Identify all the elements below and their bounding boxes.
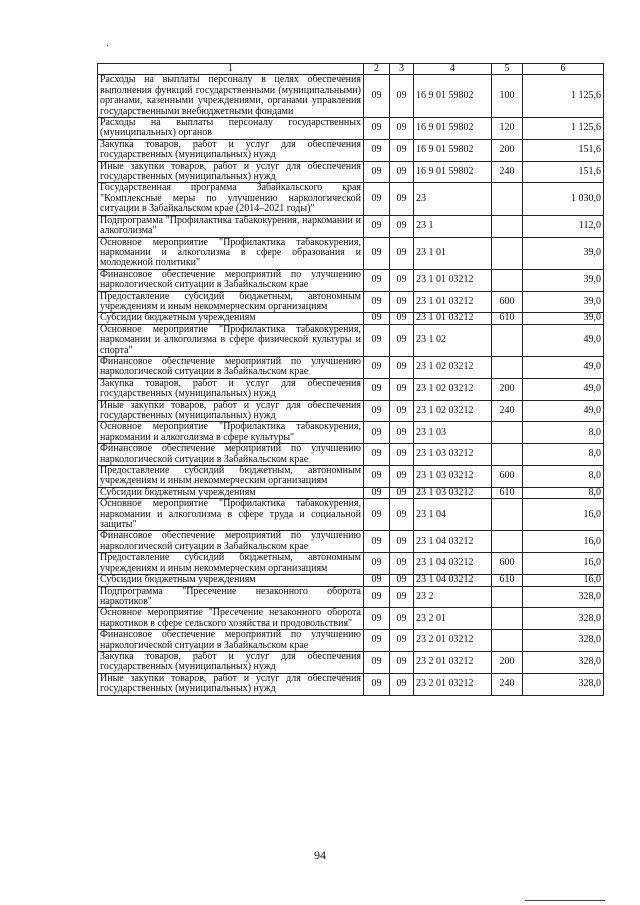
table-row (98, 324, 604, 356)
row-subsection-cell: 09 (390, 499, 414, 531)
row-subsection-cell: 09 (390, 673, 414, 695)
row-amount-cell: 8,0 (523, 466, 604, 488)
row-target-article-cell: 23 2 01 03212 (414, 630, 492, 652)
row-subsection-cell: 09 (390, 183, 414, 215)
row-subsection-cell: 09 (390, 313, 414, 324)
row-section-cell: 09 (364, 608, 390, 630)
row-subsection-cell: 09 (390, 356, 414, 378)
header-col-5: 5 (492, 64, 523, 75)
row-subsection-cell: 09 (390, 422, 414, 444)
row-target-article-cell: 23 2 01 (414, 608, 492, 630)
row-amount-cell: 328,0 (523, 673, 604, 695)
page-number: 94 (314, 848, 326, 862)
table-row (98, 651, 604, 673)
header-col-4: 4 (414, 64, 492, 75)
row-expense-type-cell: 100 (492, 75, 523, 118)
row-section-cell: 09 (364, 673, 390, 695)
row-subsection-cell: 09 (390, 630, 414, 652)
row-section-cell: 09 (364, 313, 390, 324)
row-target-article-cell: 23 (414, 183, 492, 215)
row-amount-cell: 328,0 (523, 630, 604, 652)
row-expense-type-cell: 600 (492, 291, 523, 313)
row-name-cell: Субсидии бюджетным учреждениям (98, 487, 364, 498)
row-section-cell: 09 (364, 118, 390, 140)
row-section-cell: 09 (364, 378, 390, 400)
row-subsection-cell: 09 (390, 237, 414, 269)
row-name-cell: Субсидии бюджетным учреждениям (98, 575, 364, 586)
row-expense-type-cell: 120 (492, 118, 523, 140)
row-expense-type-cell (492, 608, 523, 630)
row-amount-cell: 16,0 (523, 553, 604, 575)
row-name-cell: Субсидии бюджетным учреждениям (98, 313, 364, 324)
row-subsection-cell: 09 (390, 444, 414, 466)
row-name-cell: Иные закупки товаров, работ и услуг для обеспечения государственных (муниципальных) нужд (98, 673, 364, 695)
row-name-cell: Расходы на выплаты персоналу государственных (муниципальных) органов (98, 118, 364, 140)
table-row (98, 444, 604, 466)
table-row (98, 630, 604, 652)
table-row (98, 575, 604, 586)
row-expense-type-cell (492, 324, 523, 356)
row-target-article-cell: 16 9 01 59802 (414, 139, 492, 161)
table-row (98, 291, 604, 313)
row-expense-type-cell: 240 (492, 400, 523, 422)
row-subsection-cell: 09 (390, 400, 414, 422)
row-name-cell: Основное мероприятие "Профилактика табакокурения, наркомании и алкоголизма в сфере физической культуры и спорта" (98, 324, 364, 356)
row-name-cell: Закупка товаров, работ и услуг для обеспечения государственных (муниципальных) нужд (98, 378, 364, 400)
table-row (98, 237, 604, 269)
row-expense-type-cell: 200 (492, 378, 523, 400)
row-target-article-cell: 23 1 04 03212 (414, 575, 492, 586)
row-section-cell: 09 (364, 651, 390, 673)
row-name-cell: Финансовое обеспечение мероприятий по улучшению наркологической ситуации в Забайкальском крае (98, 356, 364, 378)
table-row (98, 531, 604, 553)
row-subsection-cell: 09 (390, 553, 414, 575)
row-expense-type-cell (492, 499, 523, 531)
row-subsection-cell: 09 (390, 269, 414, 291)
row-amount-cell: 8,0 (523, 422, 604, 444)
row-section-cell: 09 (364, 531, 390, 553)
scan-speck (107, 45, 108, 46)
row-target-article-cell: 16 9 01 59802 (414, 75, 492, 118)
row-amount-cell: 49,0 (523, 324, 604, 356)
row-section-cell: 09 (364, 499, 390, 531)
row-amount-cell: 1 030,0 (523, 183, 604, 215)
row-amount-cell: 16,0 (523, 531, 604, 553)
row-section-cell: 09 (364, 75, 390, 118)
row-expense-type-cell (492, 215, 523, 237)
row-section-cell: 09 (364, 444, 390, 466)
row-name-cell: Основное мероприятие "Пресечение незаконного оборота наркотиков в сфере сельского хозяйства и продовольствия" (98, 608, 364, 630)
row-target-article-cell: 23 1 02 03212 (414, 400, 492, 422)
row-name-cell: Основное мероприятие "Профилактика табакокурения, наркомании и алкоголизма в сфере труда и социальной защиты" (98, 499, 364, 531)
row-amount-cell: 49,0 (523, 400, 604, 422)
row-section-cell: 09 (364, 183, 390, 215)
table-row (98, 422, 604, 444)
row-amount-cell: 8,0 (523, 487, 604, 498)
table-row (98, 161, 604, 183)
header-col-1: 1 (98, 64, 364, 75)
row-expense-type-cell: 610 (492, 575, 523, 586)
row-subsection-cell: 09 (390, 161, 414, 183)
table-row (98, 378, 604, 400)
header-col-2: 2 (364, 64, 390, 75)
row-amount-cell: 151,6 (523, 161, 604, 183)
table-body (98, 75, 604, 695)
table-header-row (98, 64, 604, 75)
row-expense-type-cell: 610 (492, 487, 523, 498)
table-row (98, 215, 604, 237)
row-name-cell: Подпрограмма "Профилактика табакокурения, наркомании и алкоголизма" (98, 215, 364, 237)
row-name-cell: Закупка товаров, работ и услуг для обеспечения государственных (муниципальных) нужд (98, 651, 364, 673)
row-subsection-cell: 09 (390, 531, 414, 553)
table-row (98, 269, 604, 291)
row-target-article-cell: 23 1 03 03212 (414, 487, 492, 498)
table-row (98, 586, 604, 608)
row-target-article-cell: 23 2 01 03212 (414, 673, 492, 695)
row-subsection-cell: 09 (390, 75, 414, 118)
row-subsection-cell: 09 (390, 608, 414, 630)
row-subsection-cell: 09 (390, 575, 414, 586)
row-section-cell: 09 (364, 269, 390, 291)
row-subsection-cell: 09 (390, 651, 414, 673)
row-section-cell: 09 (364, 215, 390, 237)
row-expense-type-cell (492, 630, 523, 652)
row-amount-cell: 1 125,6 (523, 75, 604, 118)
budget-table (97, 63, 604, 696)
row-section-cell: 09 (364, 291, 390, 313)
table-row (98, 608, 604, 630)
table-row (98, 139, 604, 161)
row-expense-type-cell (492, 422, 523, 444)
header-col-3: 3 (390, 64, 414, 75)
row-name-cell: Государственная программа Забайкальского края "Комплексные меры по улучшению наркологической ситуации в Забайкальском крае (2014–2021 годы)" (98, 183, 364, 215)
row-amount-cell: 49,0 (523, 378, 604, 400)
row-target-article-cell: 23 1 02 03212 (414, 378, 492, 400)
row-expense-type-cell: 600 (492, 466, 523, 488)
row-target-article-cell: 23 1 02 03212 (414, 356, 492, 378)
row-expense-type-cell: 240 (492, 673, 523, 695)
footer-line (525, 900, 605, 901)
row-name-cell: Финансовое обеспечение мероприятий по улучшению наркологической ситуации в Забайкальском крае (98, 269, 364, 291)
row-expense-type-cell (492, 183, 523, 215)
row-subsection-cell: 09 (390, 118, 414, 140)
table-row (98, 499, 604, 531)
row-expense-type-cell (492, 531, 523, 553)
row-target-article-cell: 23 1 01 03212 (414, 313, 492, 324)
row-amount-cell: 39,0 (523, 291, 604, 313)
row-expense-type-cell: 600 (492, 553, 523, 575)
header-col-6: 6 (523, 64, 604, 75)
row-amount-cell: 328,0 (523, 586, 604, 608)
row-section-cell: 09 (364, 466, 390, 488)
row-target-article-cell: 16 9 01 59802 (414, 161, 492, 183)
table-row (98, 356, 604, 378)
row-section-cell: 09 (364, 237, 390, 269)
row-subsection-cell: 09 (390, 324, 414, 356)
row-expense-type-cell (492, 356, 523, 378)
row-section-cell: 09 (364, 553, 390, 575)
row-section-cell: 09 (364, 161, 390, 183)
row-name-cell: Иные закупки товаров, работ и услуг для обеспечения государственных (муниципальных) нужд (98, 161, 364, 183)
row-target-article-cell: 23 1 (414, 215, 492, 237)
row-amount-cell: 39,0 (523, 269, 604, 291)
row-amount-cell: 39,0 (523, 313, 604, 324)
row-subsection-cell: 09 (390, 466, 414, 488)
row-amount-cell: 39,0 (523, 237, 604, 269)
row-amount-cell: 151,6 (523, 139, 604, 161)
row-expense-type-cell (492, 586, 523, 608)
row-subsection-cell: 09 (390, 291, 414, 313)
table-row (98, 400, 604, 422)
row-section-cell: 09 (364, 400, 390, 422)
row-expense-type-cell (492, 237, 523, 269)
table-row (98, 466, 604, 488)
table-row (98, 118, 604, 140)
row-name-cell: Основное мероприятие "Профилактика табакокурения, наркомании и алкоголизма в сфере культуры" (98, 422, 364, 444)
row-name-cell: Предоставление субсидий бюджетным, автономным учреждениям и иным некоммерческим организациям (98, 291, 364, 313)
row-amount-cell: 328,0 (523, 651, 604, 673)
row-expense-type-cell: 240 (492, 161, 523, 183)
row-target-article-cell: 23 2 (414, 586, 492, 608)
row-subsection-cell: 09 (390, 487, 414, 498)
row-amount-cell: 16,0 (523, 499, 604, 531)
row-name-cell: Предоставление субсидий бюджетным, автономным учреждениям и иным некоммерческим организациям (98, 466, 364, 488)
row-target-article-cell: 23 2 01 03212 (414, 651, 492, 673)
row-expense-type-cell: 200 (492, 139, 523, 161)
row-amount-cell: 8,0 (523, 444, 604, 466)
row-expense-type-cell (492, 269, 523, 291)
row-name-cell: Финансовое обеспечение мероприятий по улучшению наркологической ситуации в Забайкальском крае (98, 444, 364, 466)
row-amount-cell: 1 125,6 (523, 118, 604, 140)
table-row (98, 183, 604, 215)
row-target-article-cell: 23 1 03 03212 (414, 444, 492, 466)
row-amount-cell: 328,0 (523, 608, 604, 630)
row-amount-cell: 49,0 (523, 356, 604, 378)
row-target-article-cell: 23 1 01 03212 (414, 291, 492, 313)
row-amount-cell: 16,0 (523, 575, 604, 586)
row-name-cell: Иные закупки товаров, работ и услуг для обеспечения государственных (муниципальных) нужд (98, 400, 364, 422)
row-section-cell: 09 (364, 586, 390, 608)
table-row (98, 673, 604, 695)
row-name-cell: Финансовое обеспечение мероприятий по улучшению наркологической ситуации в Забайкальском крае (98, 630, 364, 652)
row-subsection-cell: 09 (390, 139, 414, 161)
table-row (98, 313, 604, 324)
row-amount-cell: 112,0 (523, 215, 604, 237)
row-name-cell: Финансовое обеспечение мероприятий по улучшению наркологической ситуации в Забайкальском крае (98, 531, 364, 553)
row-target-article-cell: 23 1 01 (414, 237, 492, 269)
row-section-cell: 09 (364, 422, 390, 444)
row-section-cell: 09 (364, 139, 390, 161)
row-name-cell: Основное мероприятие "Профилактика табакокурения, наркомании и алкоголизма в сфере образования и молодежной политики" (98, 237, 364, 269)
row-target-article-cell: 23 1 04 03212 (414, 553, 492, 575)
table-row (98, 487, 604, 498)
row-section-cell: 09 (364, 487, 390, 498)
row-target-article-cell: 23 1 04 (414, 499, 492, 531)
row-target-article-cell: 23 1 03 (414, 422, 492, 444)
row-name-cell: Подпрограмма "Пресечение незаконного оборота наркотиков" (98, 586, 364, 608)
row-expense-type-cell: 610 (492, 313, 523, 324)
row-section-cell: 09 (364, 356, 390, 378)
row-target-article-cell: 23 1 03 03212 (414, 466, 492, 488)
row-section-cell: 09 (364, 324, 390, 356)
row-name-cell: Предоставление субсидий бюджетным, автономным учреждениям и иным некоммерческим организациям (98, 553, 364, 575)
row-name-cell: Закупка товаров, работ и услуг для обеспечения государственных (муниципальных) нужд (98, 139, 364, 161)
row-section-cell: 09 (364, 630, 390, 652)
row-subsection-cell: 09 (390, 215, 414, 237)
row-expense-type-cell (492, 444, 523, 466)
row-target-article-cell: 23 1 04 03212 (414, 531, 492, 553)
row-section-cell: 09 (364, 575, 390, 586)
row-expense-type-cell: 200 (492, 651, 523, 673)
row-target-article-cell: 23 1 01 03212 (414, 269, 492, 291)
row-subsection-cell: 09 (390, 378, 414, 400)
row-name-cell: Расходы на выплаты персоналу в целях обеспечения выполнения функций государственными (муниципальными) органами, казенными учреждениями, органами управления государственными внебюджетными фондами (98, 75, 364, 118)
row-target-article-cell: 16 9 01 59802 (414, 118, 492, 140)
table-row (98, 75, 604, 118)
table-row (98, 553, 604, 575)
row-target-article-cell: 23 1 02 (414, 324, 492, 356)
row-subsection-cell: 09 (390, 586, 414, 608)
